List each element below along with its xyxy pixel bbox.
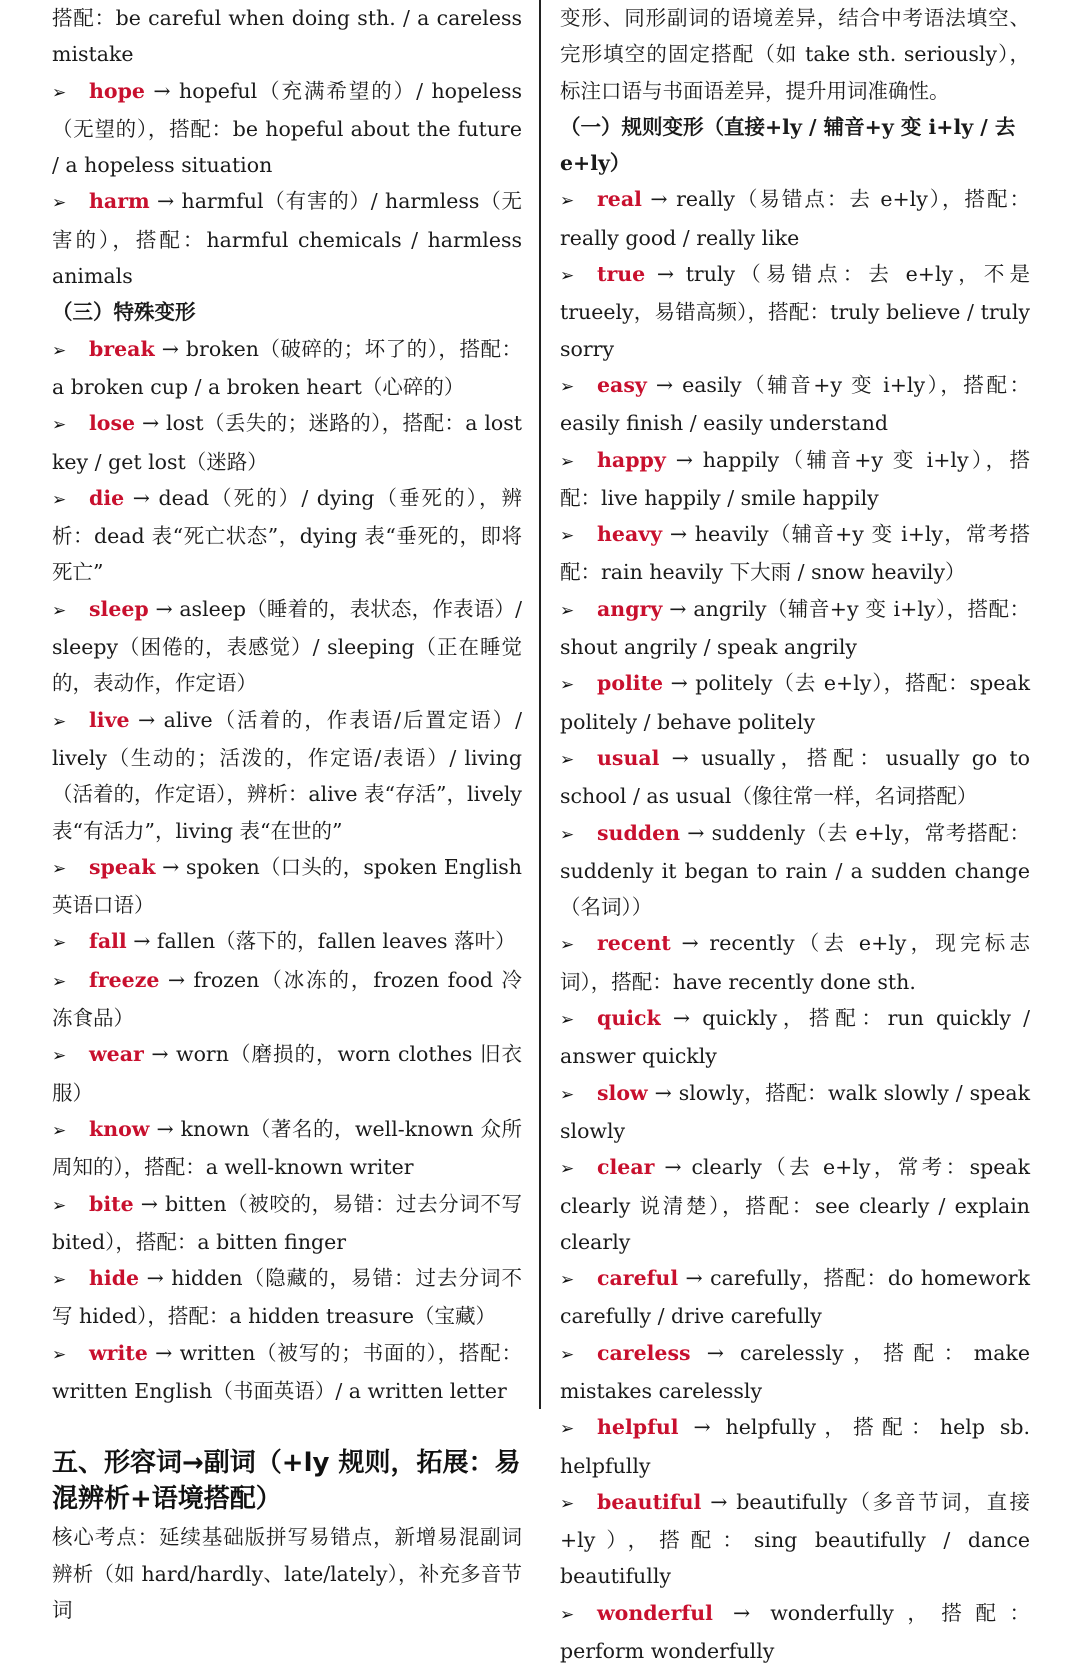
arrow-bullet-icon: ➢ bbox=[52, 933, 67, 954]
list-item bbox=[560, 256, 1030, 367]
entry-list-right bbox=[560, 181, 1030, 1669]
entry-text: → usually，搭配：usually go to school / as usual（像往常一样，名词搭配） bbox=[560, 745, 1030, 809]
list-item bbox=[52, 591, 522, 702]
keyword: lose bbox=[89, 411, 136, 436]
keyword: careless bbox=[597, 1340, 691, 1365]
keyword: usual bbox=[597, 745, 660, 770]
entry-text: → asleep（睡着的，表状态，作表语）/ sleepy（困倦的，表感觉）/ sleeping（正在睡觉的，表动作，作定语） bbox=[52, 596, 522, 696]
entry-text: → truly（易错点：去 e+ly，不是 trueely，易错高频），搭配：truly believe / truly sorry bbox=[560, 262, 1030, 361]
list-item bbox=[560, 442, 1030, 517]
keyword: write bbox=[89, 1340, 148, 1365]
left-column bbox=[52, 0, 522, 1628]
entry-text: → beautifully（多音节词，直接+ly），搭配：sing beautifully / dance beautifully bbox=[560, 1489, 1030, 1589]
list-item bbox=[560, 1075, 1030, 1150]
keyword: heavy bbox=[597, 522, 663, 547]
arrow-bullet-icon: ➢ bbox=[52, 1344, 67, 1365]
arrow-bullet-icon: ➢ bbox=[52, 82, 67, 103]
arrow-bullet-icon: ➢ bbox=[52, 1270, 67, 1291]
arrow-bullet-icon: ➢ bbox=[560, 451, 575, 472]
keyword: freeze bbox=[89, 967, 160, 992]
list-item bbox=[560, 591, 1030, 666]
entry-text: → lost（丢失的；迷路的），搭配：a lost key / get lost（迷路） bbox=[52, 411, 522, 474]
entry-text: → quickly，搭配：run quickly / answer quickly bbox=[560, 1006, 1030, 1069]
keyword: beautiful bbox=[597, 1489, 702, 1514]
list-item bbox=[560, 181, 1030, 256]
entry-text: → hopeful（充满希望的）/ hopeless（无望的），搭配：be hopeful about the future / a hopeless situation bbox=[52, 78, 522, 178]
keyword: sudden bbox=[597, 820, 681, 845]
list-item bbox=[52, 962, 522, 1037]
keyword: quick bbox=[597, 1006, 661, 1031]
arrow-bullet-icon: ➢ bbox=[560, 1493, 575, 1514]
list-item bbox=[52, 331, 522, 406]
keyword: real bbox=[597, 187, 642, 212]
keyword: angry bbox=[597, 596, 663, 621]
entry-text: → suddenly（去 e+ly，常考搭配：suddenly it began to rain / a sudden change（名词）） bbox=[560, 820, 1030, 920]
arrow-bullet-icon: ➢ bbox=[560, 266, 575, 287]
list-item bbox=[560, 367, 1030, 442]
list-item bbox=[560, 516, 1030, 591]
entry-text: → broken（破碎的；坏了的），搭配：a broken cup / a broken heart（心碎的） bbox=[52, 336, 522, 399]
list-item bbox=[52, 1186, 522, 1261]
keyword: true bbox=[597, 262, 646, 287]
keyword: harm bbox=[89, 189, 150, 214]
arrow-bullet-icon: ➢ bbox=[52, 1120, 67, 1141]
right-intro: 变形、同形副词的语境差异，结合中考语法填空、完形填空的固定搭配（如 take sth. seriously），标注口语与书面语差异，提升用词准确性。 bbox=[560, 6, 1030, 103]
arrow-bullet-icon: ➢ bbox=[560, 376, 575, 397]
list-item bbox=[560, 815, 1030, 926]
entry-text: → carelessly，搭配：make mistakes carelessly bbox=[560, 1340, 1030, 1403]
list-item bbox=[560, 1595, 1030, 1669]
arrow-bullet-icon: ➢ bbox=[52, 1195, 67, 1216]
keyword: die bbox=[89, 485, 125, 510]
arrow-bullet-icon: ➢ bbox=[560, 526, 575, 547]
list-item bbox=[560, 925, 1030, 1000]
keyword: happy bbox=[597, 447, 666, 472]
list-item bbox=[52, 73, 522, 184]
list-item bbox=[560, 1484, 1030, 1595]
arrow-bullet-icon: ➢ bbox=[52, 971, 67, 992]
keyword: clear bbox=[597, 1155, 655, 1180]
keyword: fall bbox=[89, 929, 127, 954]
keyword: speak bbox=[89, 854, 156, 879]
entry-list-b bbox=[52, 331, 522, 1410]
keyword: live bbox=[89, 707, 130, 732]
list-item bbox=[560, 1149, 1030, 1260]
arrow-bullet-icon: ➢ bbox=[52, 711, 67, 732]
column-divider bbox=[539, 0, 541, 1409]
arrow-bullet-icon: ➢ bbox=[52, 600, 67, 621]
keyword: hide bbox=[89, 1266, 140, 1291]
arrow-bullet-icon: ➢ bbox=[560, 675, 575, 696]
entry-text: → recently（去 e+ly，现完标志词），搭配：have recently done sth. bbox=[560, 931, 1030, 994]
entry-text: → really（易错点：去 e+ly），搭配：really good / really like bbox=[560, 187, 1030, 250]
keyword: careful bbox=[597, 1266, 679, 1291]
entry-text: → angrily（辅音+y 变 i+ly），搭配：shout angrily / speak angrily bbox=[560, 596, 1030, 660]
list-item bbox=[560, 1335, 1030, 1410]
arrow-bullet-icon: ➢ bbox=[560, 600, 575, 621]
subheading-special: （三）特殊变形 bbox=[52, 300, 196, 325]
right-column bbox=[560, 0, 1030, 1669]
entry-text: → helpfully，搭配：help sb. helpfully bbox=[560, 1415, 1030, 1478]
entry-text: → clearly（去 e+ly，常考：speak clearly 说清楚），搭配：see clearly / explain clearly bbox=[560, 1155, 1030, 1254]
list-item bbox=[52, 1260, 522, 1335]
entry-text: → wonderfully，搭配：perform wonderfully bbox=[560, 1600, 1030, 1664]
arrow-bullet-icon: ➢ bbox=[52, 489, 67, 510]
entry-text: → fallen（落下的，fallen leaves 落叶） bbox=[126, 929, 516, 954]
list-item bbox=[52, 405, 522, 480]
arrow-bullet-icon: ➢ bbox=[52, 193, 67, 214]
arrow-bullet-icon: ➢ bbox=[560, 1159, 575, 1180]
entry-text: → slowly，搭配：walk slowly / speak slowly bbox=[560, 1080, 1030, 1143]
keyword: bite bbox=[89, 1191, 134, 1216]
entry-text: → happily（辅音+y 变 i+ly），搭配：live happily / smile happily bbox=[560, 447, 1030, 510]
keyword: helpful bbox=[597, 1415, 679, 1440]
arrow-bullet-icon: ➢ bbox=[560, 935, 575, 956]
list-item bbox=[560, 1409, 1030, 1484]
keyword: know bbox=[89, 1116, 150, 1141]
keyword: polite bbox=[597, 671, 664, 696]
entry-text: → carefully，搭配：do homework carefully / drive carefully bbox=[560, 1266, 1030, 1329]
arrow-bullet-icon: ➢ bbox=[560, 191, 575, 212]
arrow-bullet-icon: ➢ bbox=[560, 1419, 575, 1440]
list-item bbox=[560, 665, 1030, 740]
entry-text: → frozen（冰冻的，frozen food 冷冻食品） bbox=[52, 967, 522, 1031]
keyword: recent bbox=[597, 931, 671, 956]
arrow-bullet-icon: ➢ bbox=[560, 1344, 575, 1365]
section-title: 五、形容词→副词（+ly 规则，拓展：易混辨析+语境搭配） bbox=[52, 1448, 521, 1515]
entry-text: → worn（磨损的，worn clothes 旧衣服） bbox=[52, 1042, 522, 1105]
entry-text: → written（被写的；书面的），搭配：written English（书面英语）/ a written letter bbox=[52, 1340, 522, 1403]
list-item bbox=[52, 702, 522, 849]
entry-text: → bitten（被咬的，易错：过去分词不写 bited），搭配：a bitten finger bbox=[52, 1191, 522, 1254]
entry-list-a bbox=[52, 73, 522, 295]
top-line: 搭配：be careful when doing sth. / a careless mistake bbox=[52, 6, 522, 67]
list-item bbox=[560, 740, 1030, 815]
list-item bbox=[52, 1036, 522, 1111]
arrow-bullet-icon: ➢ bbox=[52, 858, 67, 879]
keyword: slow bbox=[597, 1080, 648, 1105]
entry-text: → politely（去 e+ly），搭配：speak politely / behave politely bbox=[560, 671, 1030, 734]
list-item bbox=[52, 183, 522, 294]
list-item bbox=[52, 480, 522, 591]
list-item bbox=[52, 1335, 522, 1410]
keyword: break bbox=[89, 336, 155, 361]
section-intro: 核心考点：延续基础版拼写易错点，新增易混副词辨析（如 hard/hardly、late/lately），补充多音节词 bbox=[52, 1525, 522, 1622]
arrow-bullet-icon: ➢ bbox=[560, 1604, 575, 1625]
arrow-bullet-icon: ➢ bbox=[52, 340, 67, 361]
entry-text: → alive（活着的，作表语/后置定语）/ lively（生动的；活泼的，作定语/表语）/ living（活着的，作定语），辨析：alive 表“存活”，lively 表“有活力”，living 表“在世的” bbox=[52, 707, 522, 843]
entry-text: → heavily（辅音+y 变 i+ly，常考搭配：rain heavily 下大雨 / snow heavily） bbox=[560, 522, 1030, 585]
arrow-bullet-icon: ➢ bbox=[560, 824, 575, 845]
arrow-bullet-icon: ➢ bbox=[560, 1084, 575, 1105]
entry-text: → dead（死的）/ dying（垂死的），辨析：dead 表“死亡状态”，dying 表“垂死的，即将死亡” bbox=[52, 485, 522, 585]
entry-text: → hidden（隐藏的，易错：过去分词不写 hided），搭配：a hidden treasure（宝藏） bbox=[52, 1266, 522, 1329]
arrow-bullet-icon: ➢ bbox=[52, 415, 67, 436]
keyword: wonderful bbox=[597, 1600, 713, 1625]
arrow-bullet-icon: ➢ bbox=[560, 1010, 575, 1031]
arrow-bullet-icon: ➢ bbox=[560, 749, 575, 770]
list-item bbox=[52, 1111, 522, 1186]
entry-text: → spoken（口头的，spoken English 英语口语） bbox=[52, 854, 522, 918]
arrow-bullet-icon: ➢ bbox=[560, 1270, 575, 1291]
keyword: wear bbox=[89, 1042, 144, 1067]
list-item bbox=[52, 923, 522, 961]
entry-text: → easily（辅音+y 变 i+ly），搭配：easily finish / easily understand bbox=[560, 372, 1030, 436]
keyword: sleep bbox=[89, 596, 149, 621]
arrow-bullet-icon: ➢ bbox=[52, 1046, 67, 1067]
list-item bbox=[560, 1260, 1030, 1335]
keyword: hope bbox=[89, 78, 145, 103]
entry-text: → known（著名的，well-known 众所周知的），搭配：a well-known writer bbox=[52, 1116, 522, 1180]
keyword: easy bbox=[597, 372, 647, 397]
subheading-regular: （一）规则变形（直接+ly / 辅音+y 变 i+ly / 去 e+ly） bbox=[560, 114, 1016, 176]
list-item bbox=[560, 1000, 1030, 1075]
list-item bbox=[52, 849, 522, 924]
entry-text: → harmful（有害的）/ harmless（无害的），搭配：harmful chemicals / harmless animals bbox=[52, 189, 522, 289]
